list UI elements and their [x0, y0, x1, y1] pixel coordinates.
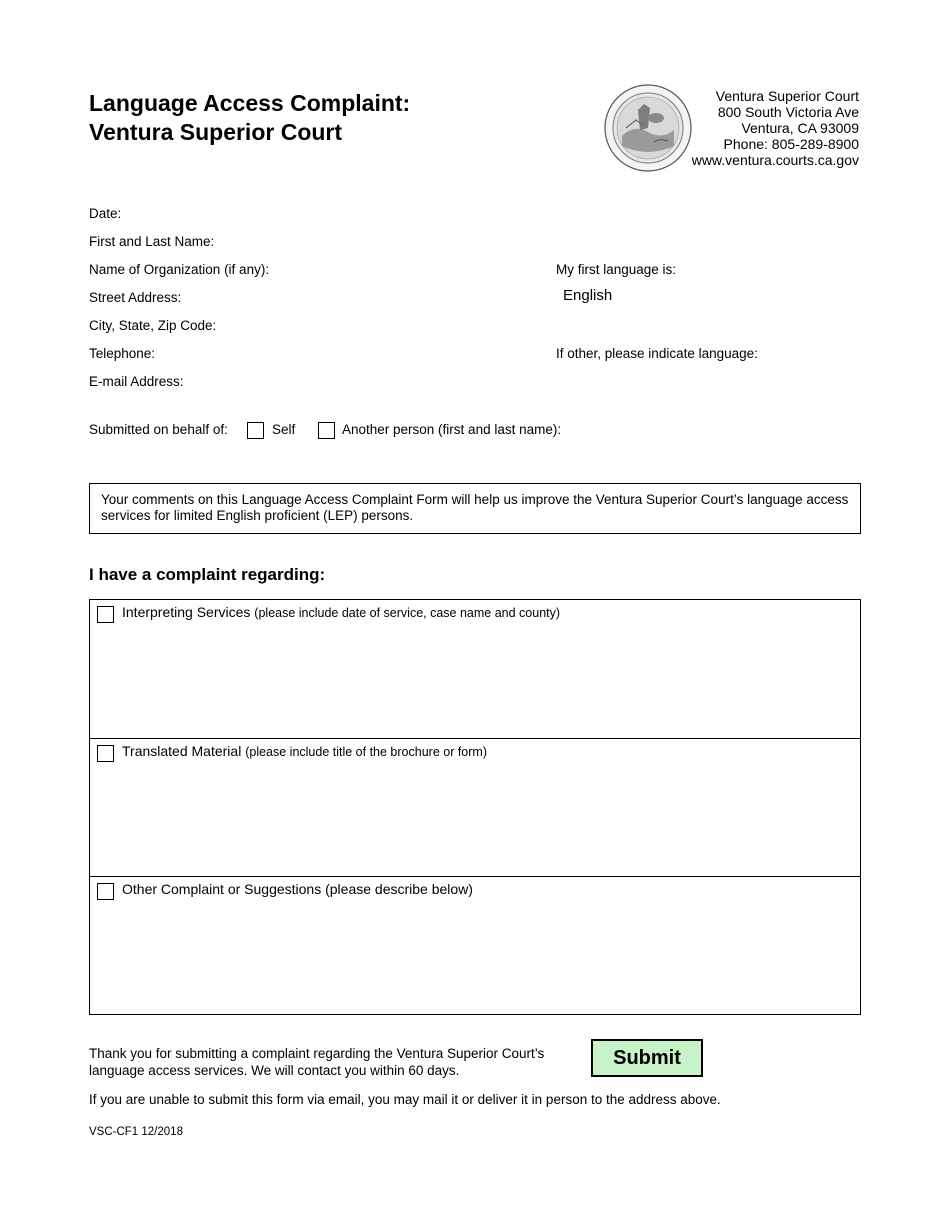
self-checkbox[interactable] — [247, 422, 264, 439]
other-complaint-label-text: Other Complaint or Suggestions (please describe below) — [122, 881, 473, 897]
page-title — [89, 89, 410, 147]
translated-material-label — [122, 743, 487, 759]
interpreting-label — [122, 604, 560, 620]
name-field[interactable] — [223, 232, 533, 250]
thanks-line-1: Thank you for submitting a complaint regarding the Ventura Superior Court’s — [89, 1046, 545, 1061]
telephone-label: Telephone: — [89, 346, 156, 361]
submit-button[interactable]: Submit — [591, 1039, 703, 1077]
street-field[interactable] — [192, 288, 533, 306]
court-phone: Phone: 805-289-8900 — [723, 136, 859, 152]
thanks-line-2: language access services. We will contact you within 60 days. — [89, 1063, 460, 1078]
complaint-row-interpreting — [90, 600, 860, 739]
first-language-field[interactable] — [556, 285, 859, 306]
other-complaint-details-textarea[interactable] — [98, 905, 852, 1008]
name-label: First and Last Name: — [89, 234, 215, 249]
another-person-label: Another person (first and last name): — [342, 422, 562, 437]
date-field[interactable] — [127, 204, 282, 222]
translated-material-hint: (please include title of the brochure or form) — [245, 745, 487, 759]
organization-field[interactable] — [286, 260, 533, 278]
court-name: Ventura Superior Court — [715, 88, 859, 104]
interpreting-details-textarea[interactable] — [98, 628, 852, 732]
interpreting-checkbox[interactable] — [97, 606, 114, 623]
street-label: Street Address: — [89, 290, 182, 305]
organization-label: Name of Organization (if any): — [89, 262, 270, 277]
title-line-1: Language Access Complaint: — [89, 90, 411, 116]
title-line-2: Ventura Superior Court — [89, 119, 343, 145]
other-complaint-label — [122, 881, 473, 897]
complaint-row-other — [90, 877, 860, 1014]
court-city: Ventura, CA 93009 — [741, 120, 859, 136]
other-language-label: If other, please indicate language: — [556, 346, 758, 361]
self-label: Self — [272, 422, 296, 437]
city-field[interactable] — [231, 316, 533, 334]
complaint-row-translated — [90, 739, 860, 877]
date-label: Date: — [89, 206, 122, 221]
form-code: VSC-CF1 12/2018 — [89, 1126, 183, 1138]
california-seal-logo — [604, 84, 692, 172]
first-language-label: My first language is: — [556, 262, 677, 277]
interpreting-label-text: Interpreting Services — [122, 604, 255, 620]
thanks-text — [89, 1045, 544, 1079]
translated-material-checkbox[interactable] — [97, 745, 114, 762]
info-note-box — [89, 483, 861, 534]
translated-material-label-text: Translated Material — [122, 743, 246, 759]
city-label: City, State, Zip Code: — [89, 318, 217, 333]
another-person-name-field[interactable] — [580, 420, 851, 438]
court-website: www.ventura.courts.ca.gov — [691, 152, 859, 168]
email-field[interactable] — [192, 372, 533, 390]
interpreting-hint: (please include date of service, case name and county) — [254, 606, 561, 620]
mail-note: If you are unable to submit this form via email, you may mail it or deliver it in person to the address above. — [89, 1092, 721, 1107]
translated-material-details-textarea[interactable] — [98, 767, 852, 870]
court-address-block — [692, 88, 859, 168]
another-person-checkbox[interactable] — [318, 422, 335, 439]
email-label: E-mail Address: — [89, 374, 184, 389]
behalf-label: Submitted on behalf of: — [89, 422, 228, 437]
court-street: 800 South Victoria Ave — [717, 104, 859, 120]
telephone-field[interactable] — [169, 344, 533, 362]
other-language-field[interactable] — [556, 372, 859, 390]
complaint-heading: I have a complaint regarding: — [89, 565, 326, 584]
info-note-text: Your comments on this Language Access Complaint Form will help us improve the Ventura Superior Court’s language access services for limited English proficient (LEP) persons. — [101, 492, 849, 523]
other-complaint-checkbox[interactable] — [97, 883, 114, 900]
complaint-table — [89, 599, 861, 1015]
